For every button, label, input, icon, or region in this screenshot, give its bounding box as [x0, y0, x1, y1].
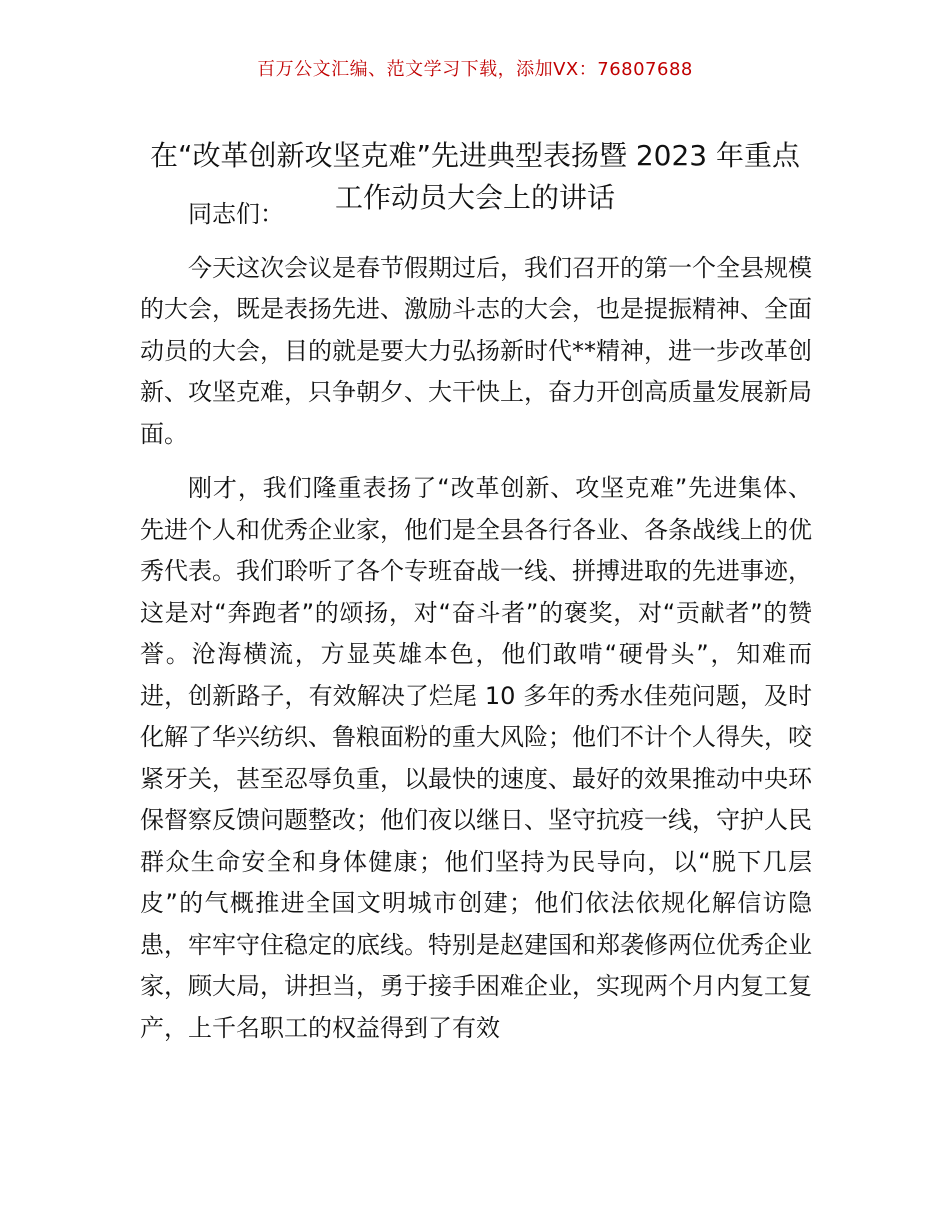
document-body	[140, 194, 812, 1062]
document-title: 在“改革创新攻坚克难”先进典型表扬暨 2023 年重点工作动员大会上的讲话	[149, 138, 801, 214]
paragraph-2: 刚才，我们隆重表扬了“改革创新、攻坚克难”先进集体、先进个人和优秀企业家，他们是全县各行各业、各条战线上的优秀代表。我们聆听了各个专班奋战一线、拼搏进取的先进事迹，这是对“奔跑者”的颂扬，对“奋斗者”的褒奖，对“贡献者”的赞誉。沧海横流，方显英雄本色，他们敢啃“硬骨头”，知难而进，创新路子，有效解决了烂尾 10 多年的秀水佳苑问题，及时化解了华兴纺织、鲁粮面粉的重大风险；他们不计个人得失，咬紧牙关，甚至忍辱负重，以最快的速度、最好的效果推动中央环保督察反馈问题整改；他们夜以继日、坚守抗疫一线，守护人民群众生命安全和身体健康；他们坚持为民导向，以“脱下几层皮”的气概推进全国文明城市创建；他们依法依规化解信访隐患，牢牢守住稳定的底线。特别是赵建国和郑袭修两位优秀企业家，顾大局，讲担当，勇于接手困难企业，实现两个月内复工复产，上千名职工的权益得到了有效	[140, 474, 812, 1042]
salutation: 同志们：	[188, 200, 284, 228]
paragraph-1: 今天这次会议是春节假期过后，我们召开的第一个全县规模的大会，既是表扬先进、激励斗志的大会，也是提振精神、全面动员的大会，目的就是要大力弘扬新时代**精神，进一步改革创新、攻坚克难，只争朝夕、大干快上，奋力开创高质量发展新局面。	[140, 253, 812, 448]
header-promo-note: 百万公文汇编、范文学习下载，添加VX：76807688	[257, 59, 693, 80]
